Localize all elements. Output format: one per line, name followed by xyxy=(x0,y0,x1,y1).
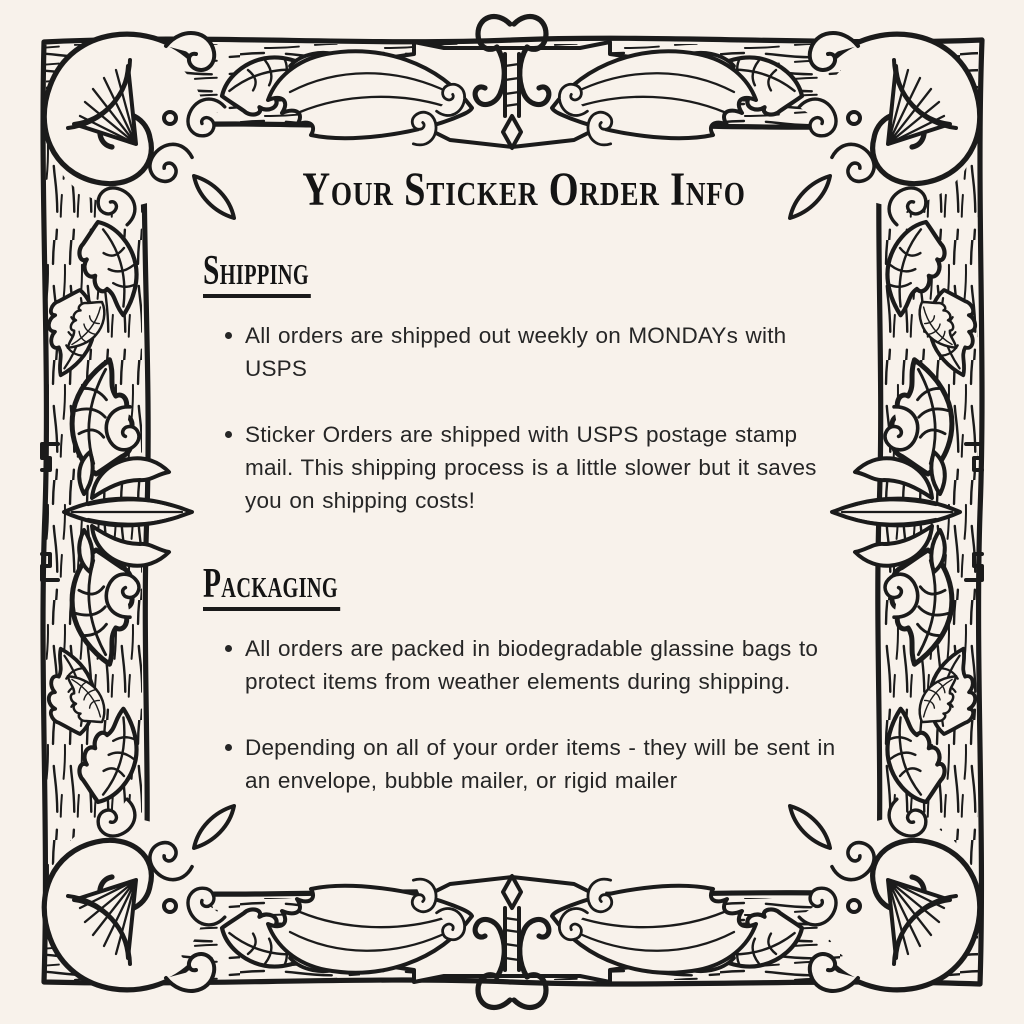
bullet-text: Sticker Orders are shipped with USPS postage stamp mail. This shipping process is a little slower but it saves you on shipping costs! xyxy=(245,422,817,513)
packaging-list xyxy=(203,632,845,797)
bullet-text: All orders are packed in biodegradable glassine bags to protect items from weather elements during shipping. xyxy=(245,636,819,694)
list-item xyxy=(203,319,845,385)
list-item xyxy=(203,632,845,698)
list-item xyxy=(203,418,845,517)
bullet-dot xyxy=(225,744,232,751)
section-shipping xyxy=(203,250,845,517)
bullet-text: Depending on all of your order items - they will be sent in an envelope, bubble mailer, or rigid mailer xyxy=(245,735,836,793)
content-area xyxy=(203,162,845,797)
bullet-text: All orders are shipped out weekly on MONDAYs with USPS xyxy=(245,323,787,381)
shipping-list xyxy=(203,319,845,517)
section-packaging xyxy=(203,563,845,797)
list-item xyxy=(203,731,845,797)
bullet-dot xyxy=(225,431,232,438)
page-title: Your Sticker Order Info xyxy=(302,163,746,216)
bullet-dot xyxy=(225,645,232,652)
shipping-heading: Shipping xyxy=(203,250,311,298)
bullet-dot xyxy=(225,332,232,339)
packaging-heading: Packaging xyxy=(203,563,340,611)
